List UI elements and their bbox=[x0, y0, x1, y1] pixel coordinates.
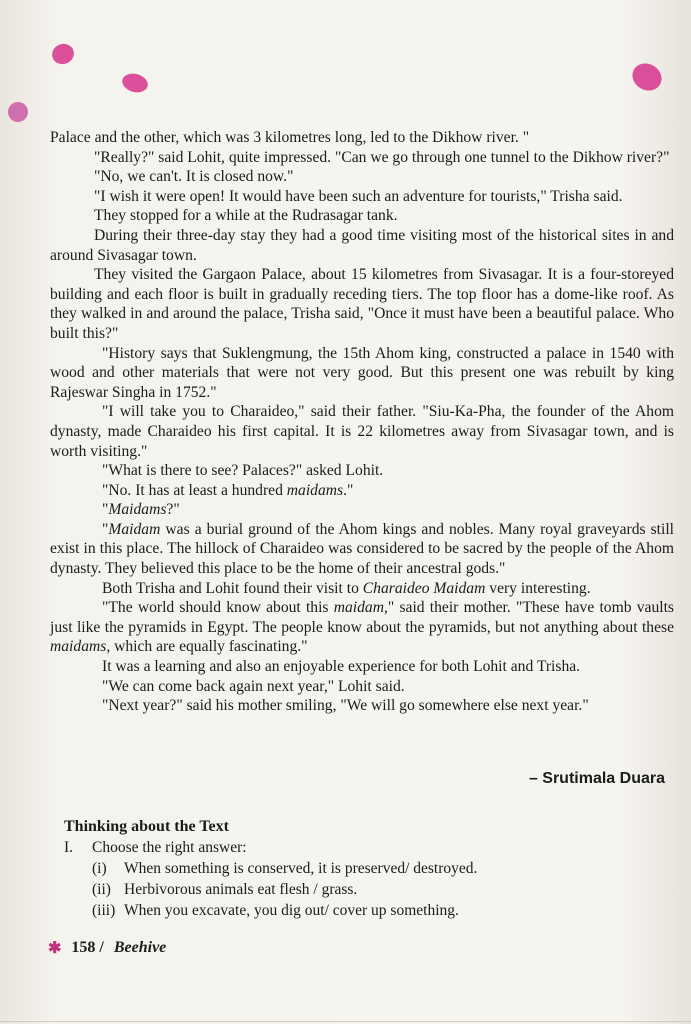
paragraph-text: "We can come back again next year," Lohit said. bbox=[102, 677, 405, 695]
option-number: (ii) bbox=[92, 881, 111, 898]
page-number: 158 / bbox=[71, 939, 104, 956]
paragraph-text: "I wish it were open! It would have been such an adventure for tourists," Trisha said. bbox=[94, 187, 623, 205]
author-credit: – Srutimala Duara bbox=[528, 770, 665, 787]
italic-term: Maidam bbox=[108, 520, 161, 538]
story-paragraph bbox=[50, 187, 674, 207]
star-icon: ✱ bbox=[48, 940, 62, 957]
question bbox=[64, 837, 664, 858]
story-paragraph bbox=[50, 206, 674, 226]
story-paragraph bbox=[50, 128, 674, 148]
paragraph-text: very interesting. bbox=[485, 579, 591, 597]
exercise-section bbox=[64, 816, 664, 921]
paragraph-text: ." bbox=[343, 481, 354, 499]
ink-stain bbox=[49, 41, 77, 67]
paragraph-text: "The world should know about this bbox=[102, 599, 334, 617]
answer-option bbox=[92, 900, 664, 921]
italic-term: Charaideo Maidam bbox=[362, 579, 486, 597]
paragraph-text: "No, we can't. It is closed now." bbox=[94, 168, 294, 186]
paragraph-text: They visited the Gargaon Palace, about 15 kilometres from Sivasagar. It is a four-storeyed building and each floor is built in gradually receding tiers. The top floor has a dome-like roof. As they walked in and around the palace, Trisha said, "Once it must have been a beautiful palace. Who built this?" bbox=[50, 266, 674, 342]
story-paragraph bbox=[50, 598, 674, 657]
option-number: (iii) bbox=[92, 902, 116, 919]
story-text bbox=[50, 128, 674, 716]
italic-term: maidam bbox=[333, 599, 384, 617]
paragraph-text: , which are equally fascinating." bbox=[106, 638, 308, 656]
page-footer bbox=[48, 938, 166, 958]
italic-term: maidams bbox=[286, 481, 344, 499]
paragraph-text: "No. It has at least a hundred bbox=[102, 481, 287, 499]
story-paragraph bbox=[50, 461, 674, 481]
story-paragraph bbox=[50, 402, 674, 461]
book-title: Beehive bbox=[113, 939, 167, 956]
question-text: Choose the right answer: bbox=[92, 839, 247, 856]
story-paragraph bbox=[50, 481, 674, 501]
paragraph-text: " bbox=[102, 520, 109, 538]
paragraph-text: "I will take you to Charaideo," said their father. "Siu-Ka-Pha, the founder of the Ahom dynasty, made Charaideo his first capital. It is 22 kilometres away from Sivasagar town, and is worth visiting." bbox=[50, 403, 674, 460]
story-paragraph bbox=[50, 579, 674, 599]
option-text: Herbivorous animals eat flesh / grass. bbox=[124, 881, 358, 898]
story-paragraph bbox=[50, 167, 674, 187]
option-number: (i) bbox=[92, 860, 107, 877]
paragraph-text: Both Trisha and Lohit found their visit to bbox=[102, 579, 363, 597]
ink-stain bbox=[6, 100, 29, 123]
story-paragraph bbox=[50, 226, 674, 265]
section-title: Thinking about the Text bbox=[64, 818, 229, 835]
ink-stain bbox=[120, 71, 150, 95]
paragraph-text: was a burial ground of the Ahom kings and nobles. Many royal graveyards still exist in this place. The hillock of Charaideo was considered to be sacred by the people of the Ahom dynasty. They believed this place to be the home of their ancestral gods." bbox=[50, 520, 674, 578]
paragraph-text: ?" bbox=[166, 501, 180, 519]
story-paragraph bbox=[50, 148, 674, 168]
story-paragraph bbox=[50, 696, 674, 716]
option-text: When something is conserved, it is preserved/ destroyed. bbox=[124, 860, 478, 877]
page-edge bbox=[0, 1021, 691, 1022]
italic-term: Maidams bbox=[108, 501, 167, 519]
story-paragraph bbox=[50, 677, 674, 697]
paragraph-text: " bbox=[102, 501, 109, 519]
answer-option bbox=[92, 879, 664, 900]
paragraph-text: They stopped for a while at the Rudrasagar tank. bbox=[94, 207, 398, 225]
paragraph-text: During their three-day stay they had a good time visiting most of the historical sites in and around Sivasagar town. bbox=[50, 226, 674, 264]
story-paragraph bbox=[50, 500, 674, 520]
paragraph-text: It was a learning and also an enjoyable experience for both Lohit and Trisha. bbox=[102, 658, 581, 676]
paragraph-text: "Really?" said Lohit, quite impressed. "Can we go through one tunnel to the Dikhow river?" bbox=[94, 148, 670, 166]
question-number: I. bbox=[64, 839, 74, 856]
story-paragraph bbox=[50, 657, 674, 677]
answer-option bbox=[92, 858, 664, 879]
paragraph-text: "What is there to see? Palaces?" asked Lohit. bbox=[102, 462, 384, 480]
story-paragraph bbox=[50, 344, 674, 403]
paragraph-text: Palace and the other, which was 3 kilometres long, led to the Dikhow river. " bbox=[50, 129, 530, 146]
paragraph-text: "History says that Suklengmung, the 15th Ahom king, constructed a palace in 1540 with wood and other materials that were not very good. But this present one was rebuilt by king Rajeswar Singha in 1752." bbox=[50, 344, 674, 401]
paragraph-text: ," said their mother. "These have tomb vaults just like the pyramids in Egypt. The people know about the pyramids, but not anything about these bbox=[50, 599, 675, 636]
option-text: When you excavate, you dig out/ cover up something. bbox=[124, 902, 459, 919]
italic-term: maidams bbox=[50, 638, 107, 656]
paragraph-text: "Next year?" said his mother smiling, "We will go somewhere else next year." bbox=[102, 697, 589, 715]
story-paragraph bbox=[50, 265, 674, 343]
story-paragraph bbox=[50, 520, 674, 579]
ink-stain bbox=[628, 58, 667, 96]
